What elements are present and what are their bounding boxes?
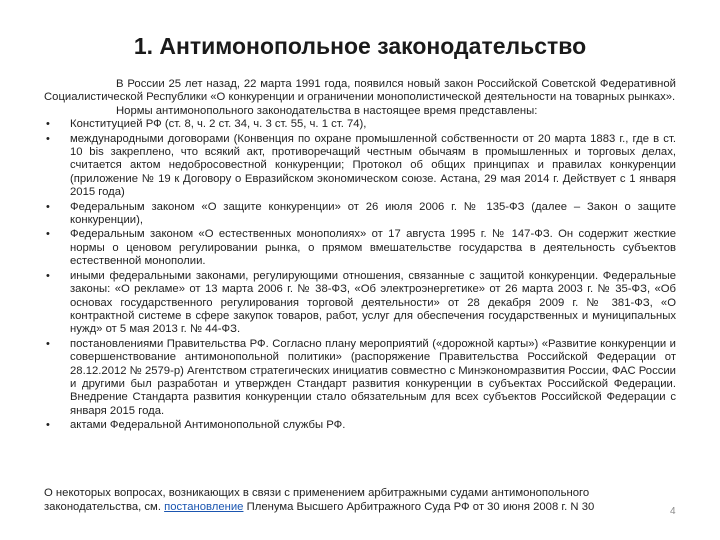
bullet-icon: •: [46, 419, 50, 432]
bullet-icon: •: [46, 269, 50, 282]
footer-note: [44, 487, 670, 514]
bullet-icon: •: [46, 132, 50, 145]
norms-list: [44, 118, 676, 432]
bullet-icon: •: [46, 200, 50, 213]
list-item: [44, 118, 676, 131]
list-item: [44, 133, 676, 200]
norms-heading: Нормы антимонопольного законодательства в настоящее время представлены:: [116, 104, 538, 117]
bullet-icon: •: [46, 337, 50, 350]
footer-text-after: Пленума Высшего Арбитражного Суда РФ от 30 июня 2008 г. N 30: [243, 500, 595, 513]
list-item-text: иными федеральными законами, регулирующими отношения, связанные с защитой конкуренции. Федеральные законы: «О рекламе» от 13 марта 2006 г. № 38-ФЗ, «Об электроэнергетике» от 26 марта 2003 г. № 35-ФЗ, «Об основах государственного регулирования торговой деятельности» от 28 декабря 2009 г. № 381-ФЗ, «О контрактной системе в сфере закупок товаров, работ, услуг для обеспечения государственных и муниципальных нужд» от 5 мая 2013 г. № 44-ФЗ.: [70, 269, 676, 336]
slide-title: 1. Антимонопольное законодательство: [133, 33, 587, 59]
list-item-text: постановлениями Правительства РФ. Согласно плану мероприятий («дорожной карты») «Развитие конкуренции и совершенствование антимонопольной политики» (распоряжение Правительства Российской Федерации от 28.12.2012 № 2579-р) Агентством стратегических инициатив совместно с Минэкономразвития России, ФАС России и другими был разработан и утвержден Стандарт развития конкуренции в субъектах Российской Федерации. Внедрение Стандарта развития конкуренции стало обязательным для всех субъектов Российской Федерации с января 2015 года.: [70, 337, 676, 417]
list-item-text: Федеральным законом «О защите конкуренции» от 26 июля 2006 г. № 135-ФЗ (далее – Закон о защите конкуренции),: [70, 200, 676, 227]
slide-body: [44, 78, 676, 434]
bullet-icon: •: [46, 118, 50, 131]
list-item-text: международными договорами (Конвенция по охране промышленной собственности от 20 марта 1883 г., где в ст. 10 bis закреплено, что всякий акт, противоречащий честным обычаям в промышленных и торговых делах, считается актом недобросовестной конкуренции; Протокол об общих принципах и правилах конкуренции (приложение № 19 к Договору о Евразийском экономическом союзе. Астана, 29 мая 2014 г. Действует с 1 января 2015 года): [70, 132, 676, 199]
list-item-text: Федеральным законом «О естественных монополиях» от 17 августа 1995 г. № 147-ФЗ. Он содержит жесткие нормы о ценовом регулировании рынка, о прямом вмешательстве государства в деятельность субъектов естественной монополии.: [70, 228, 676, 268]
intro-paragraph: В России 25 лет назад, 22 марта 1991 года, появился новый закон Российской Советской Федеративной Социалистической Республики «О конкуренции и ограничении монополистической деятельности на товарных рынках».: [44, 78, 676, 104]
list-item-text: Конституцией РФ (ст. 8, ч. 2 ст. 34, ч. 3 ст. 55, ч. 1 ст. 74),: [70, 118, 367, 131]
page-number: 4: [670, 506, 676, 517]
resolution-link[interactable]: постановление: [164, 500, 244, 513]
bullet-icon: •: [46, 228, 50, 241]
footer-text-before: О некоторых вопросах, возникающих в связи с применением арбитражными судами антимонопольного законодательства, см.: [44, 487, 590, 513]
list-item: [44, 338, 676, 418]
list-item-text: актами Федеральной Антимонопольной службы РФ.: [70, 419, 346, 432]
list-item: [44, 419, 676, 432]
list-item: [44, 270, 676, 337]
list-item: [44, 228, 676, 268]
list-item: [44, 201, 676, 228]
